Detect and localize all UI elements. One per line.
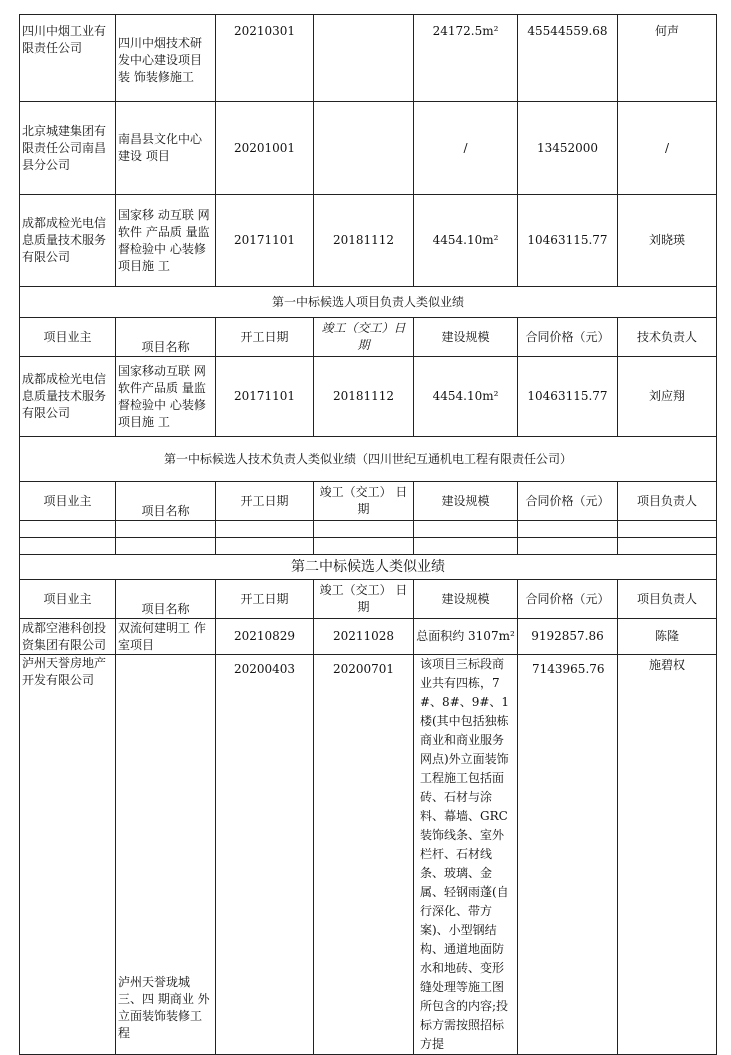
end-date-cell: 20181112 [314, 357, 414, 437]
price-cell: 10463115.77 [518, 195, 618, 287]
owner-cell: 成都成检光电信息质量技术服务有限公司 [20, 195, 116, 287]
person-cell: 何声 [618, 15, 717, 102]
table-row [20, 357, 717, 437]
section-title: 第一中标候选人项目负责人类似业绩 [20, 287, 717, 318]
end-date-cell: 20200701 [314, 655, 414, 1055]
empty-cell [414, 521, 518, 538]
header-price: 合同价格（元） [518, 318, 618, 357]
start-date-cell: 20171101 [216, 195, 314, 287]
header-scale: 建设规模 [414, 482, 518, 521]
empty-cell [618, 521, 717, 538]
header-person: 项目负责人 [618, 482, 717, 521]
header-owner: 项目业主 [20, 482, 116, 521]
end-date-cell: 20211028 [314, 619, 414, 655]
table-row [20, 655, 717, 1055]
scale-cell: 总面积约 3107m² [414, 619, 518, 655]
project-cell: 泸州天誉珑城三、四 期商业 外立面装饰装修工程 [116, 655, 216, 1055]
start-date-cell: 20210829 [216, 619, 314, 655]
end-date-cell [314, 15, 414, 102]
header-project: 项目名称 [116, 318, 216, 357]
header-scale: 建设规模 [414, 318, 518, 357]
end-date-cell: 20181112 [314, 195, 414, 287]
empty-cell [216, 538, 314, 555]
owner-cell: 成都空港科创投资集团有限公司 [20, 619, 116, 655]
table-row [20, 619, 717, 655]
header-price: 合同价格（元） [518, 482, 618, 521]
header-owner: 项目业主 [20, 318, 116, 357]
header-project: 项目名称 [116, 482, 216, 521]
empty-row [20, 538, 717, 555]
owner-cell: 北京城建集团有限责任公司南昌县分公司 [20, 102, 116, 195]
empty-cell [314, 538, 414, 555]
empty-cell [518, 521, 618, 538]
empty-cell [20, 521, 116, 538]
start-date-cell: 20210301 [216, 15, 314, 102]
header-scale: 建设规模 [414, 580, 518, 619]
header-row [20, 482, 717, 521]
header-project: 项目名称 [116, 580, 216, 619]
owner-cell: 泸州天誉房地产开发有限公司 [20, 655, 116, 1055]
empty-cell [414, 538, 518, 555]
project-cell: 双流何建明工 作室项目 [116, 619, 216, 655]
price-cell: 7143965.76 [518, 655, 618, 1055]
header-start: 开工日期 [216, 580, 314, 619]
header-row [20, 580, 717, 619]
empty-cell [116, 521, 216, 538]
header-end: 竣工（交工） 日期 [314, 580, 414, 619]
header-person: 技术负责人 [618, 318, 717, 357]
header-person: 项目负责人 [618, 580, 717, 619]
price-cell: 13452000 [518, 102, 618, 195]
table-row [20, 15, 717, 102]
performance-table [19, 14, 717, 1055]
person-cell: 刘晓瑛 [618, 195, 717, 287]
section-title-row [20, 437, 717, 482]
scale-cell: / [414, 102, 518, 195]
empty-cell [20, 538, 116, 555]
header-start: 开工日期 [216, 482, 314, 521]
project-cell: 国家移 动互联 网软件 产品质 量监督检验中 心装修 项目施 工 [116, 195, 216, 287]
empty-cell [618, 538, 717, 555]
performance-table-wrapper [19, 14, 716, 1055]
scale-cell: 该项目三标段商业共有四栋，7#、8#、9#、1 楼(其中包括独栋商业和商业服务网点)外立面装饰工程施工包括面砖、石材与涂料、幕墙、GRC 装饰线条、室外栏杆、石材线条、玻璃、金属、轻钢雨蓬(自行深化、带方案)、小型钢结构、通道地面防水和地砖、变形缝处理等施工图所包含的内容;投标方需按照招标方提 [414, 655, 518, 1055]
start-date-cell: 20200403 [216, 655, 314, 1055]
price-cell: 10463115.77 [518, 357, 618, 437]
start-date-cell: 20171101 [216, 357, 314, 437]
project-cell: 国家移动互联 网软件产品质 量监督检验中 心装修项目施 工 [116, 357, 216, 437]
table-row [20, 195, 717, 287]
empty-cell [216, 521, 314, 538]
person-cell: / [618, 102, 717, 195]
project-cell: 四川中烟技术研发中心建设项目装 饰装修施工 [116, 15, 216, 102]
header-start: 开工日期 [216, 318, 314, 357]
section-title-row [20, 287, 717, 318]
person-cell: 陈隆 [618, 619, 717, 655]
scale-cell: 24172.5m² [414, 15, 518, 102]
header-end: 竣工（交工）日期 [314, 318, 414, 357]
person-cell: 施碧权 [618, 655, 717, 1055]
scale-cell: 4454.10m² [414, 195, 518, 287]
project-cell: 南昌县文化中心建设 项目 [116, 102, 216, 195]
table-row [20, 102, 717, 195]
scale-cell: 4454.10m² [414, 357, 518, 437]
price-cell: 9192857.86 [518, 619, 618, 655]
end-date-cell [314, 102, 414, 195]
header-owner: 项目业主 [20, 580, 116, 619]
header-end: 竣工（交工） 日期 [314, 482, 414, 521]
section-title-row [20, 555, 717, 580]
section-title: 第二中标候选人类似业绩 [20, 555, 717, 580]
empty-row [20, 521, 717, 538]
empty-cell [518, 538, 618, 555]
header-price: 合同价格（元） [518, 580, 618, 619]
start-date-cell: 20201001 [216, 102, 314, 195]
person-cell: 刘应翔 [618, 357, 717, 437]
header-row [20, 318, 717, 357]
owner-cell: 成都成检光电信息质量技术服务有限公司 [20, 357, 116, 437]
empty-cell [314, 521, 414, 538]
section-title: 第一中标候选人技术负责人类似业绩（四川世纪互通机电工程有限责任公司） [20, 437, 717, 482]
owner-cell: 四川中烟工业有限责任公司 [20, 15, 116, 102]
empty-cell [116, 538, 216, 555]
price-cell: 45544559.68 [518, 15, 618, 102]
